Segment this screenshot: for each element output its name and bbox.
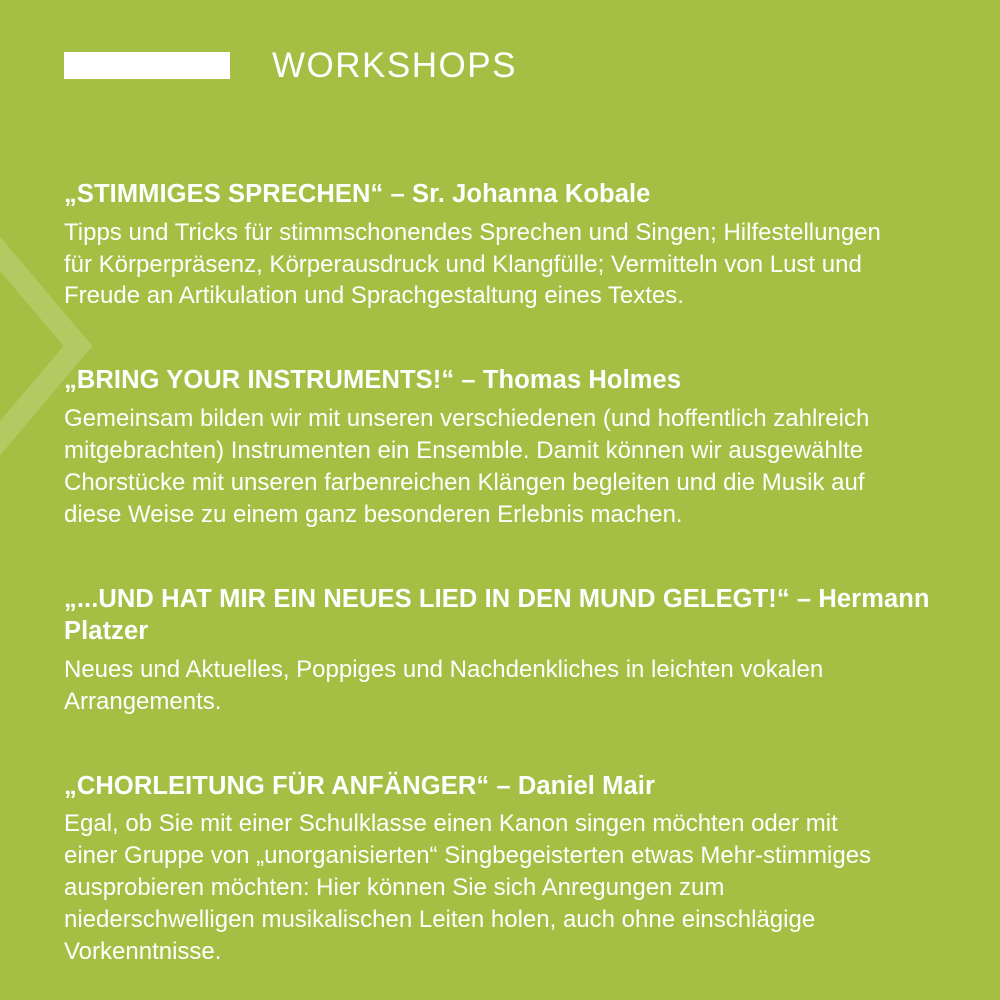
workshop-description: Tipps und Tricks für stimmschonendes Sprechen und Singen; Hilfestellungen für Körperpräsenz, Körperausdruck und Klangfülle; Vermitteln von Lust und Freude an Artikulation und Sprachgestaltung eines Textes.	[64, 218, 881, 310]
workshop-title: „STIMMIGES SPRECHEN“ – Sr. Johanna Kobale	[64, 180, 651, 208]
workshop-item	[64, 770, 936, 968]
workshop-description: Neues und Aktuelles, Poppiges und Nachdenkliches in leichten vokalen Arrangements.	[64, 655, 824, 715]
workshop-title: „BRING YOUR INSTRUMENTS!“ – Thomas Holmes	[64, 366, 682, 395]
workshop-description: Egal, ob Sie mit einer Schulklasse einen Kanon singen möchten oder mit einer Gruppe von „unorganisierten“ Singbegeisterten etwas Mehr-stimmiges ausprobieren möchten: Hier können Sie sich Anregungen zum niederschwelligen musikalischen Leiten holen, auch ohne einschlägige Vorkenntnisse.	[64, 810, 872, 965]
header-accent-bar	[64, 52, 230, 79]
workshop-item	[64, 364, 936, 530]
workshop-title: „CHORLEITUNG FÜR ANFÄNGER“ – Daniel Mair	[64, 771, 656, 800]
page-title: WORKSHOPS	[272, 45, 517, 85]
workshop-title: „...UND HAT MIR EIN NEUES LIED IN DEN MUND GELEGT!“ – Hermann Platzer	[64, 584, 930, 646]
workshop-item	[64, 178, 936, 312]
workshop-list	[64, 104, 936, 968]
workshop-description: Gemeinsam bilden wir mit unseren verschiedenen (und hoffentlich zahlreich mitgebrachten) Instrumenten ein Ensemble. Damit können wir ausgewählte Chorstücke mit unseren farbenreichen Klängen begleiten und die Musik auf diese Weise zu einem ganz besonderen Erlebnis machen.	[64, 404, 870, 528]
workshop-item	[64, 583, 936, 718]
page-header	[64, 0, 936, 104]
